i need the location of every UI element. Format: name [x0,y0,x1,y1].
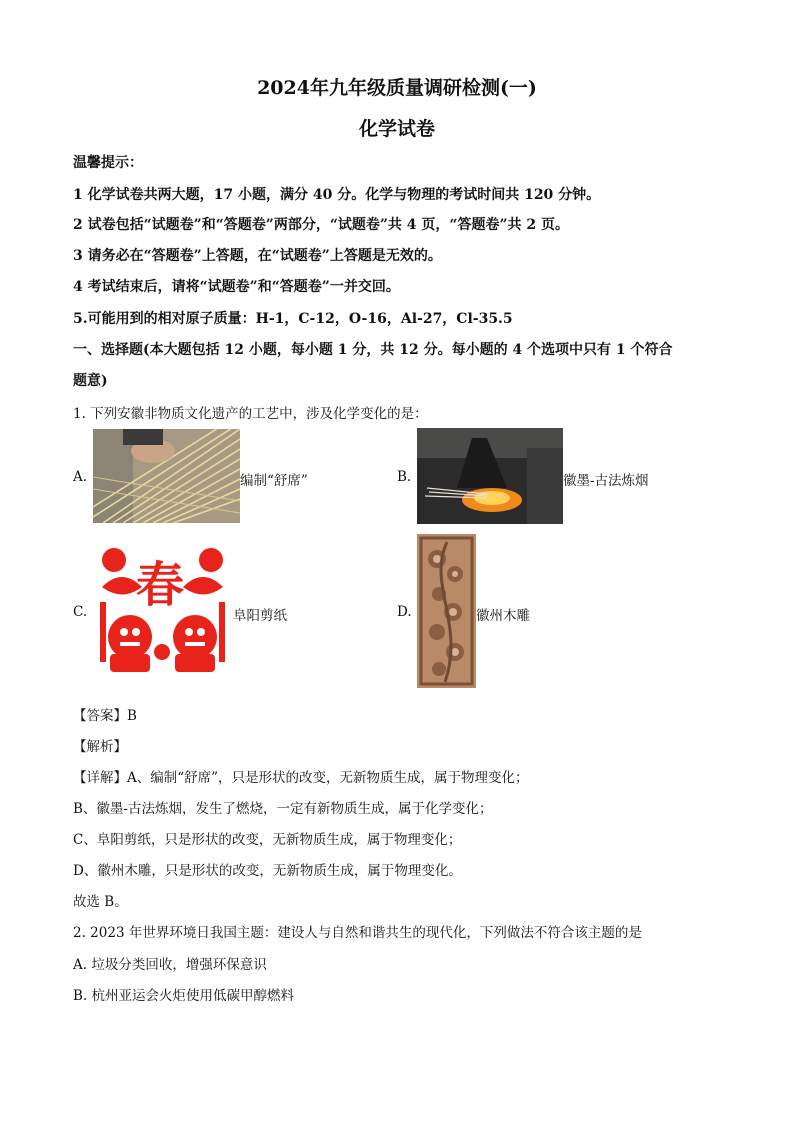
notice-item: 3 请务必在“答题卷”上答题，在“试题卷”上答题是无效的。 [73,248,442,264]
section-heading-cont: 题意) [73,373,108,389]
notice-item: 4 考试结束后，请将“试题卷”和“答题卷”一并交回。 [73,279,400,295]
analysis-detail: C、阜阳剪纸，只是形状的改变，无新物质生成，属于物理变化； [73,832,462,848]
option-caption: 编制“舒席” [240,473,308,489]
notice-item: 2 试卷包括“试题卷”和“答题卷”两部分，“试题卷”共 4 页，“答题卷”共 2 页。 [73,217,570,233]
analysis-detail: D、徽州木雕，只是形状的改变，无新物质生成，属于物理变化。 [73,863,462,879]
option-caption: 徽州木雕 [476,608,530,624]
option-caption: 阜阳剪纸 [233,608,287,624]
notice-heading: 温馨提示： [73,155,143,171]
wood-carving-photo [417,534,476,688]
paper-cut-photo [92,542,233,681]
page-title: 2024年九年级质量调研检测(一) [257,77,537,99]
option-letter: D. [397,604,412,620]
notice-item: 1 化学试卷共两大题，17 小题，满分 40 分。化学与物理的考试时间共 120 分钟。 [73,187,601,203]
option-text: B. 杭州亚运会火炬使用低碳甲醇燃料 [73,988,295,1004]
question-stem: 2. 2023 年世界环境日我国主题：建设人与自然和谐共生的现代化，下列做法不符合该主题的是 [73,925,642,941]
answer-line [73,704,137,724]
notice-item: 5.可能用到的相对原子质量：H-1，C-12，O-16，Al-27，Cl-35.5 [73,311,513,327]
question-stem: 1. 下列安徽非物质文化遗产的工艺中，涉及化学变化的是： [73,406,428,422]
option-letter: B. [397,469,412,485]
weaving-photo [93,429,240,523]
section-heading: 一、选择题(本大题包括 12 小题，每小题 1 分，共 12 分。每小题的 4 个选项中只有 1 个符合 [73,342,673,358]
analysis-detail: 【详解】A、编制“舒席”，只是形状的改变，无新物质生成，属于物理变化； [73,770,529,786]
page-subtitle: 化学试卷 [358,118,435,140]
answer-value: B [127,708,137,724]
analysis-detail: B、徽墨-古法炼烟，发生了燃烧，一定有新物质生成，属于化学变化； [73,801,493,817]
analysis-conclusion: 故选 B。 [73,894,128,910]
option-letter: A. [73,469,88,485]
analysis-label: 【解析】 [73,739,127,755]
option-letter: C. [73,604,88,620]
smelting-photo [417,428,563,524]
answer-label: 【答案】 [73,708,127,724]
option-caption: 徽墨-古法炼烟 [563,473,649,489]
paper-cut-character: 春 [136,557,185,613]
option-text: A. 垃圾分类回收，增强环保意识 [73,957,267,973]
